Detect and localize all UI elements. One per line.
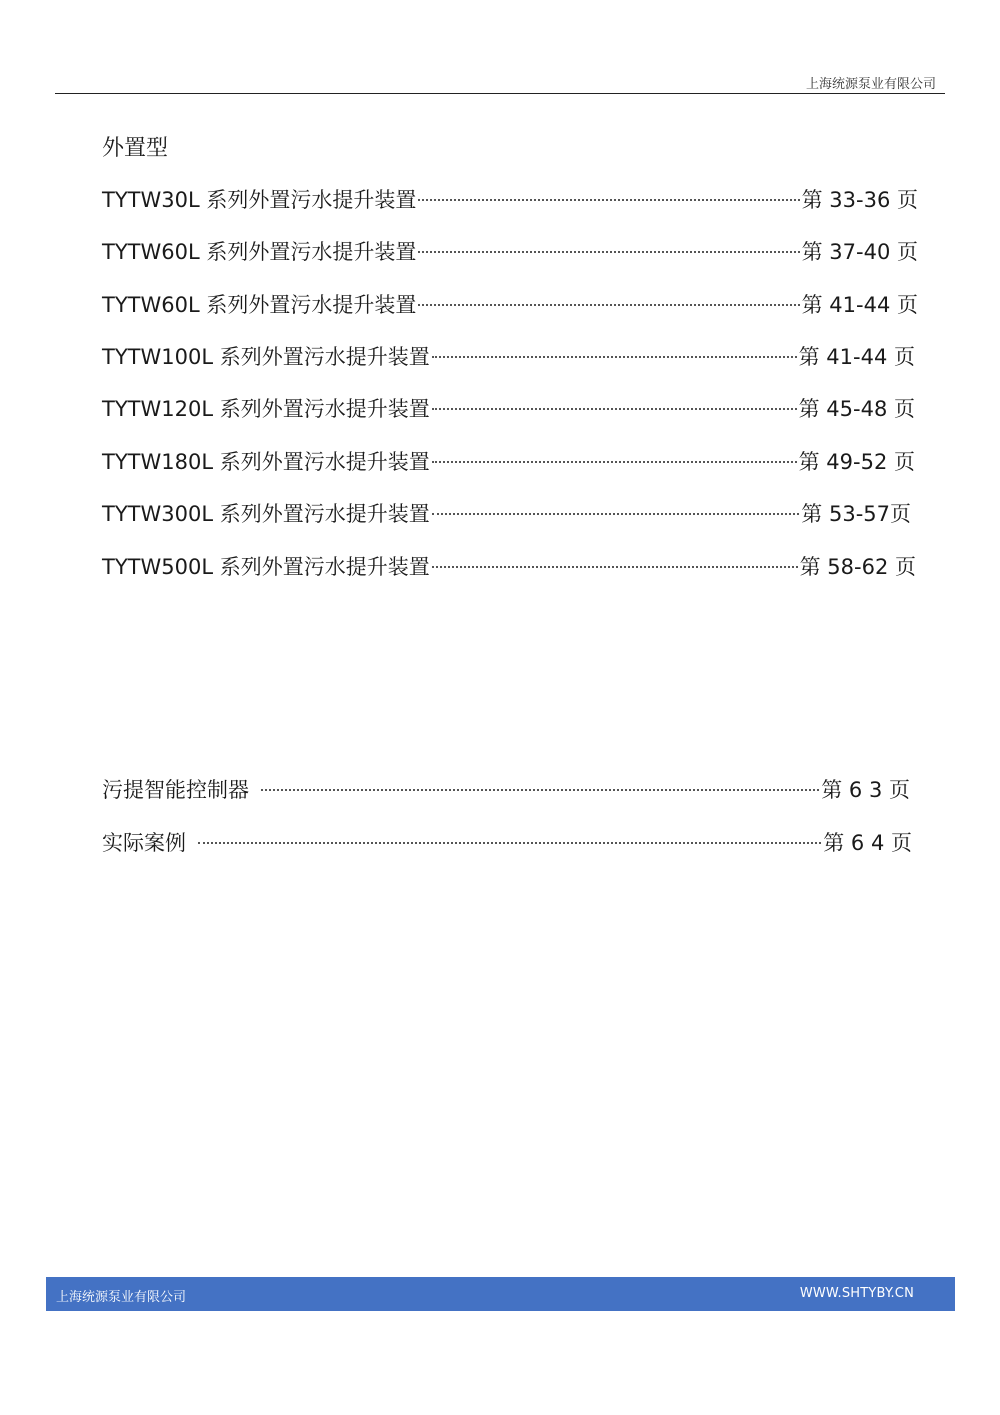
toc-entry[interactable] [102, 498, 911, 528]
header-company-name: 上海统源泵业有限公司 [805, 77, 936, 92]
toc-entry-page: 第 58-62 页 [799, 555, 916, 579]
toc-entry-label: TYTW300L 系列外置污水提升装置 [102, 502, 430, 526]
footer-website-link[interactable]: WWW.SHTYBY.CN [799, 1286, 914, 1301]
toc-entry-page: 第 6 4 页 [823, 831, 912, 855]
toc-entry-page: 第 45-48 页 [798, 397, 915, 421]
toc-entry-label: TYTW30L 系列外置污水提升装置 [102, 188, 417, 212]
toc-entry-page: 第 41-44 页 [798, 345, 915, 369]
toc-entry[interactable] [102, 184, 918, 214]
toc-entry-page: 第 6 3 页 [821, 778, 910, 802]
toc-entry-page: 第 53-57页 [801, 502, 911, 526]
toc-dot-leader [432, 408, 797, 410]
header-divider [55, 93, 945, 94]
toc-entry[interactable] [102, 827, 912, 857]
toc-entry-label: TYTW500L 系列外置污水提升装置 [102, 555, 430, 579]
toc-dot-leader [261, 789, 819, 791]
toc-dot-leader [432, 513, 800, 515]
footer-bar [46, 1277, 955, 1311]
toc-entry[interactable] [102, 289, 918, 319]
toc-dot-leader [198, 842, 821, 844]
footer-company-name: 上海统源泵业有限公司 [56, 1290, 187, 1305]
toc-entry-page: 第 49-52 页 [798, 450, 915, 474]
toc-entry[interactable] [102, 551, 916, 581]
toc-entry-label: 实际案例 [102, 831, 186, 855]
toc-entry[interactable] [102, 446, 915, 476]
toc-dot-leader [418, 304, 799, 306]
toc-dot-leader [418, 199, 799, 201]
toc-entry[interactable] [102, 393, 915, 423]
toc-entry-label: TYTW60L 系列外置污水提升装置 [102, 293, 417, 317]
toc-entry-page: 第 41-44 页 [801, 293, 918, 317]
toc-entry[interactable] [102, 236, 918, 266]
toc-entry-label: TYTW60L 系列外置污水提升装置 [102, 240, 417, 264]
toc-entry-page: 第 37-40 页 [801, 240, 918, 264]
toc-entry-page: 第 33-36 页 [801, 188, 918, 212]
toc-dot-leader [418, 251, 799, 253]
toc-dot-leader [432, 566, 798, 568]
section-title: 外置型 [102, 136, 169, 161]
toc-dot-leader [432, 356, 797, 358]
toc-entry-label: TYTW120L 系列外置污水提升装置 [102, 397, 430, 421]
toc-entry[interactable] [102, 341, 915, 371]
toc-entry-label: TYTW100L 系列外置污水提升装置 [102, 345, 430, 369]
toc-entry-label: TYTW180L 系列外置污水提升装置 [102, 450, 430, 474]
toc-entry[interactable] [102, 774, 910, 804]
toc-entry-label: 污提智能控制器 [102, 778, 249, 802]
toc-dot-leader [432, 461, 797, 463]
